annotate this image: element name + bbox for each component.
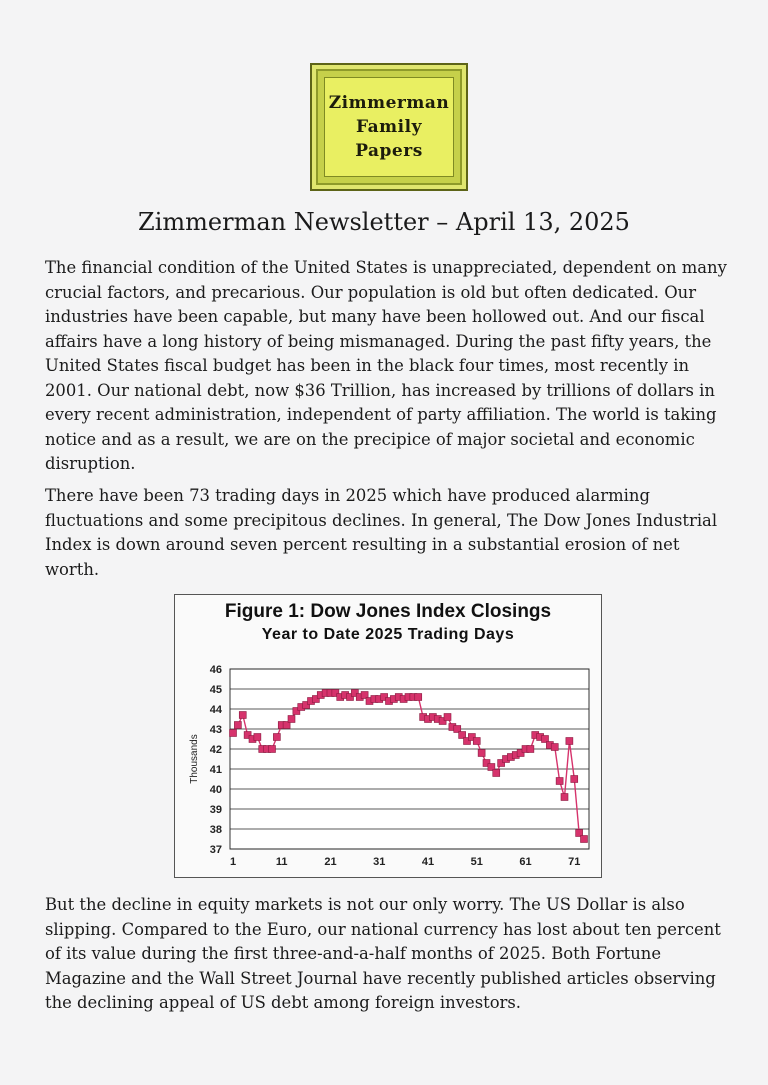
x-tick-label: 71	[568, 856, 581, 868]
x-tick-label: 51	[470, 856, 483, 868]
data-point	[444, 714, 451, 721]
data-point	[273, 734, 280, 741]
y-tick-label: 46	[209, 664, 222, 676]
data-point	[254, 734, 261, 741]
x-tick-label: 1	[229, 856, 237, 868]
data-point	[230, 730, 237, 737]
data-point	[415, 694, 422, 701]
y-tick-label: 39	[209, 804, 222, 816]
data-point	[527, 746, 534, 753]
data-point	[566, 738, 573, 745]
y-tick-label: 38	[209, 824, 222, 836]
x-tick-label: 21	[324, 856, 337, 868]
paragraph-trading-days: There have been 73 trading days in 2025 which have produced alarming fluctuations and some precipitous declines. In general, The Dow Jones Industrial Index is down around seven percent resulting in a substantial erosion of net worth.	[45, 486, 718, 579]
logo-line-3: Papers	[355, 141, 423, 161]
x-tick-label: 61	[519, 856, 532, 868]
y-tick-label: 42	[209, 744, 222, 756]
paragraph-financial-condition: The financial condition of the United States is unappreciated, dependent on many crucial factors, and precarious. Our population is old but often dedicated. Our industries have been capable, but many have been hollowed out. And our fiscal affairs have a long history of being mismanaged. During the past fifty years, the United States fiscal budget has been in the black four times, most recently in 2001. Our national debt, now $36 Trillion, has increased by trillions of dollars in every recent administration, independent of party affiliation. The world is taking notice and as a result, we are on the precipice of major societal and economic disruption.	[45, 258, 727, 473]
data-point	[561, 794, 568, 801]
y-tick-label: 44	[209, 704, 222, 716]
data-point	[493, 770, 500, 777]
zimmerman-family-papers-logo	[310, 63, 468, 191]
logo-line-1: Zimmerman	[328, 93, 450, 113]
data-point	[581, 836, 588, 843]
data-point	[551, 744, 558, 751]
chart-title: Figure 1: Dow Jones Index Closings	[224, 601, 552, 622]
data-point	[473, 738, 480, 745]
newsletter-title: Zimmerman Newsletter – April 13, 2025	[138, 208, 630, 236]
logo-line-2: Family	[356, 117, 422, 137]
y-tick-label: 41	[209, 764, 222, 776]
y-tick-label: 45	[209, 684, 222, 696]
data-point	[288, 716, 295, 723]
data-point	[269, 746, 276, 753]
paragraph-dollar-decline: But the decline in equity markets is not our only worry. The US Dollar is also slipping. Compared to the Euro, our national currency has lost about ten percent of its value during the first three-and-a-half months of 2025. Both Fortune Magazine and the Wall Street Journal have recently published articles observing the declining appeal of US debt among foreign investors.	[45, 895, 721, 1012]
x-tick-label: 11	[275, 856, 288, 868]
data-point	[234, 722, 241, 729]
data-point	[478, 750, 485, 757]
data-point	[556, 778, 563, 785]
y-tick-label: 43	[209, 724, 222, 736]
y-tick-label: 37	[209, 844, 222, 856]
chart-plot	[175, 595, 603, 879]
data-point	[239, 712, 246, 719]
data-point	[571, 776, 578, 783]
x-tick-label: 31	[373, 856, 386, 868]
x-tick-label: 41	[421, 856, 435, 868]
y-axis-label: Thousands	[189, 734, 200, 784]
logo-plate	[324, 77, 454, 177]
chart-subtitle: Year to Date 2025 Trading Days	[261, 626, 515, 643]
dow-jones-chart	[174, 594, 602, 878]
y-tick-label: 40	[209, 784, 222, 796]
